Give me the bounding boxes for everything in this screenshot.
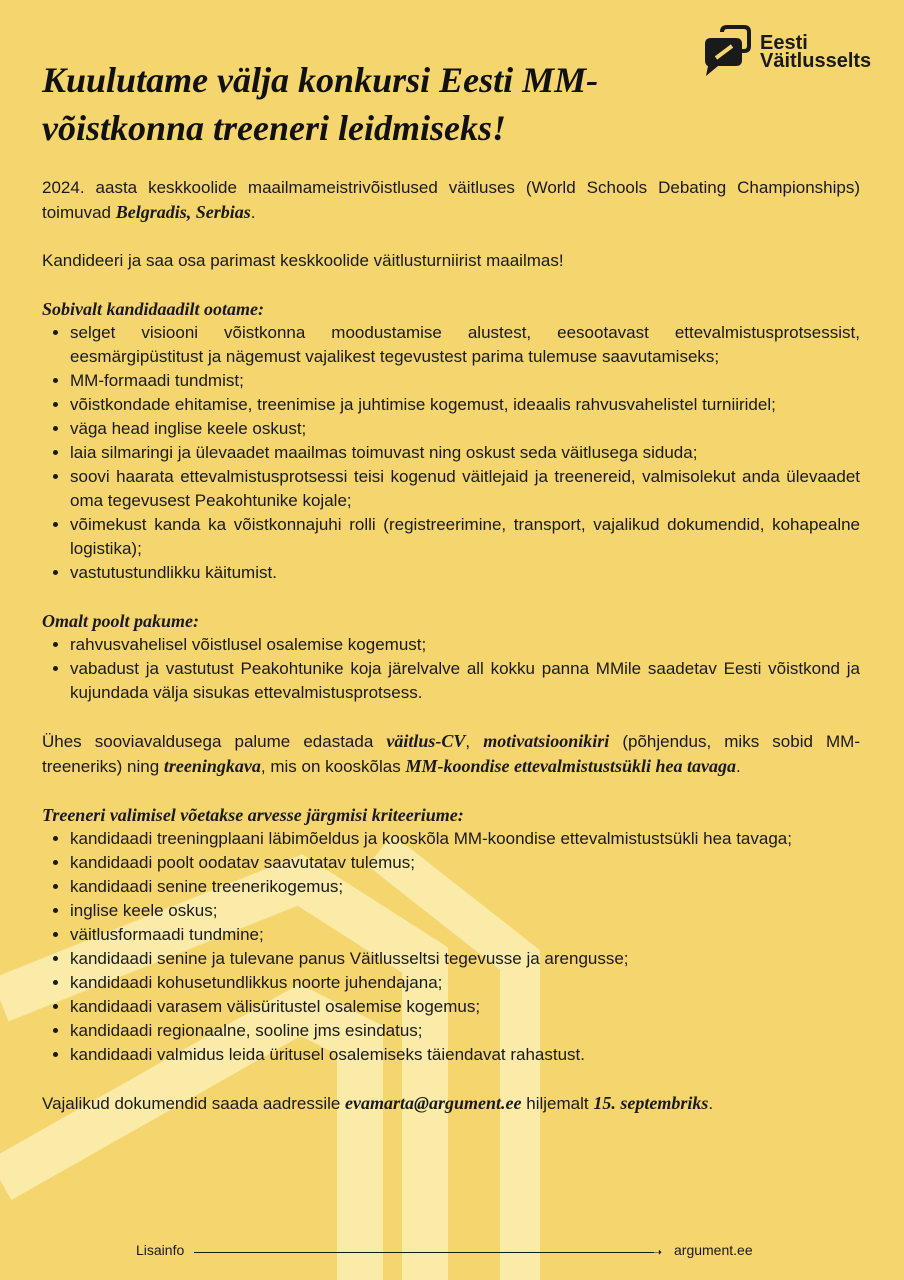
list-item: • selget visiooni võistkonna moodustamise alustest, eesootavast ettevalmistusprotsessist, eesmärgipüstitust ja nägemust vajalikest tegevustest parima tulemuse saavutamiseks;: [70, 321, 860, 369]
call-paragraph: Kandideeri ja saa osa parimast keskkoolide väitlusturniirist maailmas!: [42, 251, 564, 270]
email-link[interactable]: evamarta@argument.ee: [345, 1093, 522, 1113]
speech-bubbles-icon: [702, 24, 752, 80]
deadline: 15. septembriks: [593, 1093, 709, 1113]
list-item: • rahvusvahelisel võistlusel osalemise kogemust;: [70, 633, 860, 657]
intro-location: Belgradis, Serbias: [115, 202, 251, 222]
docs-text: Ühes sooviavaldusega palume edastada: [42, 732, 387, 751]
list-item: • võimekust kanda ka võistkonnajuhi rolli (registreerimine, transport, vajalikud dokumendid, kohapealne logistika);: [70, 513, 860, 561]
page-title: Kuulutame välja konkursi Eesti MM-võistkonna treeneri leidmiseks!: [42, 60, 599, 148]
main-content: [42, 176, 860, 1116]
intro-paragraph: [42, 176, 860, 225]
list-item: • võistkondade ehitamise, treenimise ja juhtimise kogemust, ideaalis rahvusvahelistel turniiridel;: [70, 393, 860, 417]
arrow-right-icon: ➝: [652, 1245, 663, 1259]
docs-text: .: [735, 757, 741, 776]
logo-line-2: Väitlusselts: [760, 50, 872, 72]
list-item: • kandidaadi kohusetundlikkus noorte juhendajana;: [70, 971, 860, 995]
docs-motivation: motivatsioonikiri: [483, 731, 610, 751]
logo-line-1: Eesti: [760, 32, 808, 54]
list-item: • MM-formaadi tundmist;: [70, 369, 860, 393]
docs-text: (põhjendus, miks sobid MM-treeneriks) ning: [42, 732, 860, 776]
list-item: • kandidaadi regionaalne, sooline jms esindatus;: [70, 1019, 860, 1043]
docs-cv: väitlus-CV: [386, 731, 466, 751]
list-item: • vastutustundlikku käitumist.: [70, 561, 860, 585]
list-item: • inglise keele oskus;: [70, 899, 860, 923]
list-item: • kandidaadi valmidus leida üritusel osalemiseks täiendavat rahastust.: [70, 1043, 860, 1067]
documents-paragraph: [42, 729, 860, 779]
list-item: • väga head inglise keele oskust;: [70, 417, 860, 441]
docs-text: , mis on kooskõlas: [260, 757, 406, 776]
criteria-list: [42, 827, 860, 1067]
footer-arrow-line: [194, 1252, 654, 1253]
offer-list: [42, 633, 860, 705]
footer-website-link[interactable]: argument.ee: [674, 1242, 753, 1258]
list-item: • kandidaadi varasem välisüritustel osalemise kogemus;: [70, 995, 860, 1019]
logo: [702, 24, 871, 80]
send-text: hiljemalt: [521, 1094, 594, 1113]
list-item: • kandidaadi treeningplaani läbimõeldus ja kooskõla MM-koondise ettevalmistustsükli hea tavaga;: [70, 827, 860, 851]
docs-practice: MM-koondise ettevalmistustsükli hea tavaga: [405, 756, 736, 776]
list-item: • kandidaadi senine treenerikogemus;: [70, 875, 860, 899]
offer-title: Omalt poolt pakume:: [42, 611, 199, 631]
send-text: .: [708, 1094, 714, 1113]
criteria-title: Treeneri valimisel võetakse arvesse järgmisi kriteeriume:: [42, 805, 464, 825]
list-item: • laia silmaringi ja ülevaadet maailmas toimuvast ning oskust seda väitlusega siduda;: [70, 441, 860, 465]
send-paragraph: [42, 1091, 860, 1116]
send-text: Vajalikud dokumendid saada aadressile: [42, 1094, 346, 1113]
intro-end: .: [250, 203, 256, 222]
list-item: • vabadust ja vastutust Peakohtunike koja järelvalve all kokku panna MMile saadetav Eesti võistkond ja kujundada välja sisukas ettevalmistusprotsess.: [70, 657, 860, 705]
intro-text: 2024. aasta keskkoolide maailmameistrivõistlused väitluses (World Schools Debating Championships) toimuvad: [42, 178, 860, 222]
list-item: • kandidaadi poolt oodatav saavutatav tulemus;: [70, 851, 860, 875]
footer-info-label: Lisainfo: [136, 1242, 185, 1258]
list-item: • väitlusformaadi tundmine;: [70, 923, 860, 947]
docs-text: ,: [465, 732, 484, 751]
footer: [136, 1242, 776, 1262]
expect-list: [42, 321, 860, 585]
list-item: • kandidaadi senine ja tulevane panus Väitlusseltsi tegevusse ja arengusse;: [70, 947, 860, 971]
list-item: • soovi haarata ettevalmistusprotsessi teisi kogenud väitlejaid ja treenereid, valmisolekut anda ülevaadet oma tegevusest Peakohtunike kojale;: [70, 465, 860, 513]
expect-title: Sobivalt kandidaadilt ootame:: [42, 299, 265, 319]
docs-plan: treeningkava: [163, 756, 261, 776]
